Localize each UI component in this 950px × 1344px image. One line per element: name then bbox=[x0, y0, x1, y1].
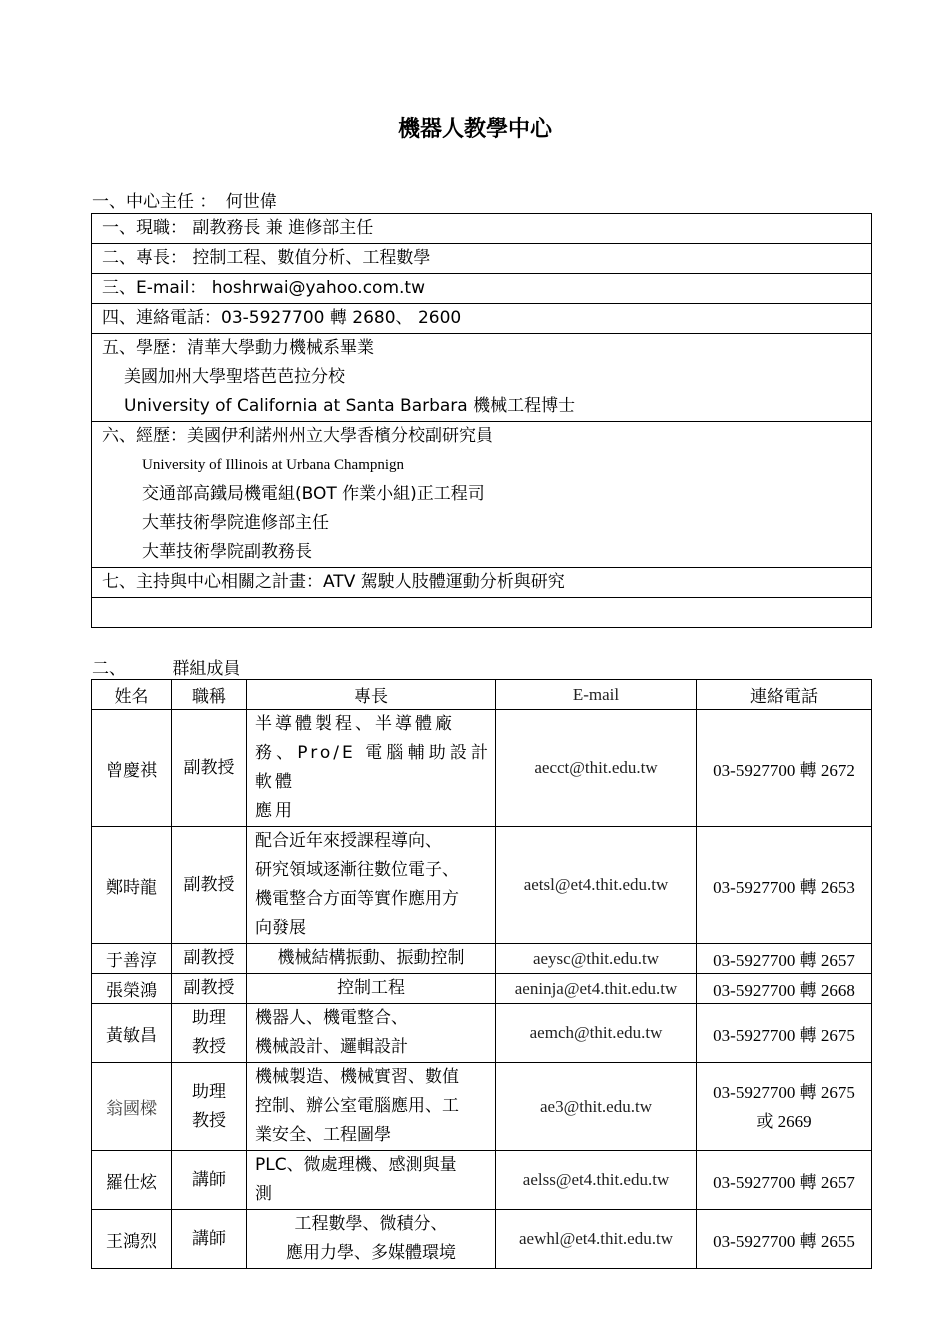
director-experience-line: 大華技術學院副教務長 bbox=[142, 542, 312, 562]
member-title-line: 副教授 bbox=[183, 757, 235, 778]
table-row bbox=[92, 1004, 872, 1063]
members-heading-label: 二、 bbox=[92, 659, 126, 679]
member-title-line: 講師 bbox=[192, 1169, 226, 1190]
director-heading-label: 一、中心主任 ： bbox=[92, 192, 217, 212]
member-name: 王鴻烈 bbox=[92, 1210, 172, 1269]
member-title-line: 講師 bbox=[192, 1228, 226, 1249]
member-title bbox=[172, 1210, 247, 1269]
specialty-line: 機電整合方面等實作應用方 bbox=[255, 889, 459, 909]
table-row bbox=[92, 710, 872, 827]
member-name: 羅仕炫 bbox=[92, 1151, 172, 1210]
director-position: 一、現職： 副教務長 兼 進修部主任 bbox=[102, 218, 374, 238]
member-phone bbox=[697, 1151, 872, 1210]
member-name: 張榮鴻 bbox=[92, 974, 172, 1004]
member-name: 黃敏昌 bbox=[92, 1004, 172, 1063]
column-header-title: 職稱 bbox=[172, 680, 247, 710]
member-title bbox=[172, 1004, 247, 1063]
specialty-line: 業安全、工程圖學 bbox=[255, 1125, 391, 1145]
director-info-row bbox=[92, 422, 871, 568]
phone-line: 03-5927700 轉 2657 bbox=[713, 951, 855, 970]
column-header-specialty: 專長 bbox=[247, 680, 496, 710]
member-name: 曾慶祺 bbox=[92, 710, 172, 827]
members-heading bbox=[92, 654, 240, 679]
specialty-line: 機器人、機電整合、 bbox=[255, 1008, 408, 1028]
phone-line: 03-5927700 轉 2672 bbox=[713, 760, 855, 780]
director-info-row bbox=[92, 334, 871, 422]
members-table bbox=[91, 679, 872, 1269]
phone-line: 03-5927700 轉 2653 bbox=[713, 877, 855, 897]
member-specialty bbox=[247, 1151, 496, 1210]
phone-line: 03-5927700 轉 2655 bbox=[713, 1231, 855, 1251]
director-education: 五、學歷：清華大學動力機械系畢業 bbox=[102, 338, 374, 358]
member-specialty bbox=[247, 1004, 496, 1063]
member-title bbox=[172, 944, 247, 974]
member-title-line: 助理 bbox=[192, 1008, 226, 1028]
table-row bbox=[92, 944, 872, 974]
member-title-line: 副教授 bbox=[183, 948, 235, 968]
column-header-email: E-mail bbox=[496, 680, 697, 710]
members-heading-text: 群組成員 bbox=[172, 659, 241, 679]
director-phone: 四、連絡電話：03-5927700 轉 2680、 2600 bbox=[102, 308, 462, 328]
table-row bbox=[92, 1063, 872, 1151]
director-info-box bbox=[91, 213, 872, 628]
table-row bbox=[92, 1151, 872, 1210]
specialty-line: 務、Pro/E 電腦輔助設計軟體 bbox=[255, 743, 491, 792]
member-name: 鄭時龍 bbox=[92, 827, 172, 944]
director-info-row bbox=[92, 274, 871, 304]
member-phone bbox=[697, 827, 872, 944]
member-specialty bbox=[247, 944, 496, 974]
member-phone bbox=[697, 974, 872, 1004]
column-header-phone: 連絡電話 bbox=[697, 680, 872, 710]
specialty-line: 配合近年來授課程導向、 bbox=[255, 831, 442, 851]
director-heading bbox=[92, 187, 277, 212]
member-email: aeysc@thit.edu.tw bbox=[496, 944, 697, 974]
table-row bbox=[92, 827, 872, 944]
director-experience-line: University of Illinois at Urbana Champnign bbox=[142, 457, 405, 473]
member-email: aetsl@et4.thit.edu.tw bbox=[496, 827, 697, 944]
member-email: aewhl@et4.thit.edu.tw bbox=[496, 1210, 697, 1269]
specialty-line: 工程數學、微積分、 bbox=[294, 1214, 448, 1234]
member-title-line: 教授 bbox=[192, 1037, 226, 1057]
specialty-line: 機械設計、邏輯設計 bbox=[255, 1037, 408, 1057]
specialty-line: 控制工程 bbox=[337, 978, 405, 998]
specialty-line: 機械結構振動、振動控制 bbox=[277, 948, 465, 968]
table-row bbox=[92, 974, 872, 1004]
director-info-row bbox=[92, 304, 871, 334]
table-header-row bbox=[92, 680, 872, 710]
phone-line: 03-5927700 轉 2668 bbox=[713, 981, 855, 1000]
director-education-line: University of California at Santa Barbara 機械工程博士 bbox=[124, 396, 576, 416]
table-row bbox=[92, 1210, 872, 1269]
member-phone bbox=[697, 1210, 872, 1269]
member-phone bbox=[697, 1004, 872, 1063]
director-experience: 六、經歷：美國伊利諾州州立大學香檳分校副研究員 bbox=[102, 426, 493, 446]
director-info-row bbox=[92, 568, 871, 598]
member-title bbox=[172, 710, 247, 827]
member-name: 于善淳 bbox=[92, 944, 172, 974]
specialty-line: 應用 bbox=[255, 801, 295, 821]
director-education-line: 美國加州大學聖塔芭芭拉分校 bbox=[124, 367, 345, 387]
director-specialty: 二、專長： 控制工程、數值分析、工程數學 bbox=[102, 248, 431, 268]
director-project: 七、主持與中心相關之計畫：ATV 駕駛人肢體運動分析與研究 bbox=[102, 572, 565, 592]
member-specialty bbox=[247, 974, 496, 1004]
phone-line: 03-5927700 轉 2657 bbox=[713, 1172, 855, 1192]
member-email: aecct@thit.edu.tw bbox=[496, 710, 697, 827]
member-title bbox=[172, 1063, 247, 1151]
specialty-line: 研究領域逐漸往數位電子、 bbox=[255, 860, 459, 880]
director-name: 何世偉 bbox=[225, 192, 277, 212]
specialty-line: 機械製造、機械實習、數值 bbox=[255, 1067, 459, 1087]
member-title bbox=[172, 1151, 247, 1210]
column-header-name: 姓名 bbox=[92, 680, 172, 710]
phone-line: 03-5927700 轉 2675 bbox=[713, 1082, 855, 1102]
member-phone bbox=[697, 944, 872, 974]
member-specialty bbox=[247, 1063, 496, 1151]
director-experience-line: 交通部高鐵局機電組(BOT 作業小組)正工程司 bbox=[142, 484, 485, 504]
director-info-row bbox=[92, 214, 871, 244]
director-info-empty-row bbox=[92, 598, 871, 628]
specialty-line: 控制、辦公室電腦應用、工 bbox=[255, 1096, 459, 1116]
member-name: 翁國樑 bbox=[92, 1063, 172, 1151]
member-title-line: 教授 bbox=[192, 1110, 226, 1131]
member-email: aeninja@et4.thit.edu.tw bbox=[496, 974, 697, 1004]
specialty-line: 半導體製程、半導體廠 bbox=[255, 714, 455, 734]
member-phone bbox=[697, 710, 872, 827]
page-title: 機器人教學中心 bbox=[397, 117, 552, 142]
member-email: aemch@thit.edu.tw bbox=[496, 1004, 697, 1063]
member-specialty bbox=[247, 827, 496, 944]
member-specialty bbox=[247, 710, 496, 827]
specialty-line: 應用力學、多媒體環境 bbox=[286, 1243, 456, 1263]
member-specialty bbox=[247, 1210, 496, 1269]
specialty-line: 測 bbox=[255, 1184, 272, 1204]
director-experience-line: 大華技術學院進修部主任 bbox=[142, 513, 329, 533]
director-info-row bbox=[92, 244, 871, 274]
director-email: 三、E-mail： hoshrwai@yahoo.com.tw bbox=[102, 278, 425, 298]
member-title-line: 助理 bbox=[192, 1081, 226, 1102]
member-title-line: 副教授 bbox=[183, 978, 235, 998]
member-title bbox=[172, 974, 247, 1004]
member-title bbox=[172, 827, 247, 944]
member-email: ae3@thit.edu.tw bbox=[496, 1063, 697, 1151]
member-email: aelss@et4.thit.edu.tw bbox=[496, 1151, 697, 1210]
specialty-line: 向發展 bbox=[255, 918, 306, 938]
phone-line: 03-5927700 轉 2675 bbox=[713, 1025, 855, 1045]
member-phone bbox=[697, 1063, 872, 1151]
phone-line: 或 2669 bbox=[756, 1111, 812, 1131]
member-title-line: 副教授 bbox=[183, 874, 235, 895]
specialty-line: PLC、微處理機、感測與量 bbox=[255, 1155, 457, 1175]
